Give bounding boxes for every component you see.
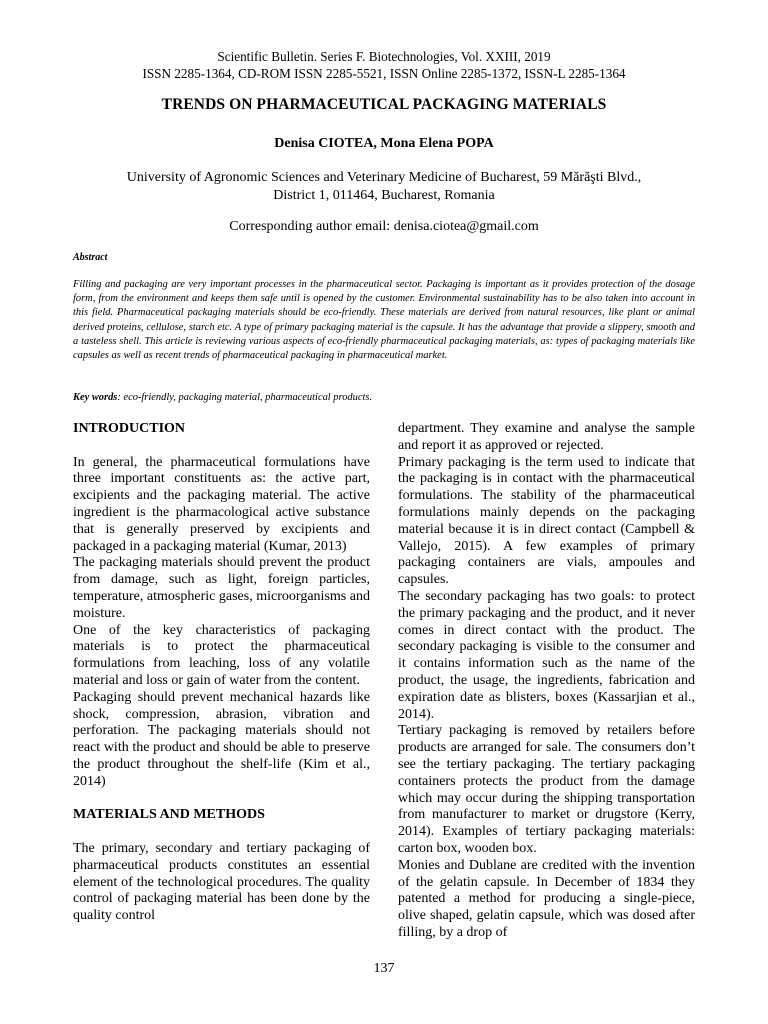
left-column <box>73 421 370 925</box>
abstract-text: Filling and packaging are very important processes in the pharmaceutical sector. Packaging is important as it provides protection of the dosage form, from the environment and keeps them safe until is opened by the customer. Environmental sustainability has to be also taken into account in this field. Pharmaceutical packaging materials should be eco-friendly. These materials are derived from natural resources, like plant or animal derived proteins, cellulose, starch etc. A type of primary packaging material is the capsule. It has the advantage that provide a slippery, smooth and a tasteless shell. This article is reviewing various aspects of eco-friendly pharmaceutical packaging materials, as: types of packaging materials like capsules as well as recent trends of pharmaceutical packaging in pharmaceutical market. <box>73 279 695 362</box>
keywords-text: : eco-friendly, packaging material, pharmaceutical products. <box>117 392 373 403</box>
journal-header <box>0 48 768 82</box>
paragraph: One of the key characteristics of packaging materials is to protect the pharmaceutical formulations from leaching, loss of any volatile material and loss or gain of water from the content. <box>73 622 370 688</box>
paragraph: The secondary packaging has two goals: to protect the primary packaging and the product, and it never comes in direct contact with the product. The secondary packaging is visible to the consumer and it contains information such as the name of the product, the usage, the ingredients, fabrication and expiration date as blisters, boxes (Kassarjian et al., 2014). <box>398 588 695 722</box>
affiliation <box>80 169 688 205</box>
paragraph: Monies and Dublane are credited with the invention of the gelatin capsule. In December of 1834 they patented a method for producing a single-piece, olive shaped, gelatin capsule, which was dosed after filling, by a drop of <box>398 857 695 940</box>
right-column <box>398 421 695 942</box>
paragraph: Packaging should prevent mechanical hazards like shock, compression, abrasion, vibration and perforation. The packaging materials should not react with the product and should be able to preserve the product throughout the shelf-life (Kim et al., 2014) <box>73 689 370 789</box>
paragraph: In general, the pharmaceutical formulations have three important constituents as: the active part, excipients and the packaging material. The active ingredient is the pharmacological active substance that is generally preserved by excipients and packaged in a packaging material (Kumar, 2013) <box>73 454 370 554</box>
journal-citation: Scientific Bulletin. Series F. Biotechnologies, Vol. XXIII, 2019 <box>217 49 551 64</box>
paper-title: TRENDS ON PHARMACEUTICAL PACKAGING MATERIALS <box>161 96 607 113</box>
introduction-heading: INTRODUCTION <box>73 421 186 436</box>
corresponding-email: Corresponding author email: denisa.ciotea@gmail.com <box>229 219 539 234</box>
page-number: 137 <box>373 961 395 976</box>
abstract-heading: Abstract <box>73 252 108 263</box>
author-list: Denisa CIOTEA, Mona Elena POPA <box>274 136 494 151</box>
issn-line: ISSN 2285-1364, CD-ROM ISSN 2285-5521, ISSN Online 2285-1372, ISSN-L 2285-1364 <box>142 66 626 81</box>
paragraph: department. They examine and analyse the sample and report it as approved or rejected. <box>398 421 695 453</box>
paragraph: The packaging materials should prevent the product from damage, such as light, foreign particles, temperature, atmospheric gases, microorganisms and moisture. <box>73 555 370 621</box>
paragraph: The primary, secondary and tertiary packaging of pharmaceutical products constitutes an essential element of the technological procedures. The quality control of packaging material has been done by the quality control <box>73 840 370 924</box>
affiliation-line-2: District 1, 011464, Bucharest, Romania <box>273 188 495 203</box>
keywords-label: Key words <box>73 392 118 403</box>
paragraph: Tertiary packaging is removed by retailers before products are arranged for sale. The consumers don’t see the tertiary packaging. The tertiary packaging containers protects the product from the damage which may occur during the shipping transportation from manufacturer to market or drugstore (Kerry, 2014). Examples of tertiary packaging materials: carton box, wooden box. <box>398 723 695 856</box>
methods-heading: MATERIALS AND METHODS <box>73 807 265 823</box>
affiliation-line-1: University of Agronomic Sciences and Veterinary Medicine of Bucharest, 59 Mărăşti Blvd., <box>126 170 642 185</box>
paragraph: Primary packaging is the term used to indicate that the packaging is in contact with the pharmaceutical formulations. The stability of the pharmaceutical formulations mainly depends on the packaging material because it is in direct contact (Campbell & Vallejo, 2015). A few examples of primary packaging containers are vials, ampoules and capsules. <box>398 454 695 588</box>
keywords <box>73 392 372 403</box>
